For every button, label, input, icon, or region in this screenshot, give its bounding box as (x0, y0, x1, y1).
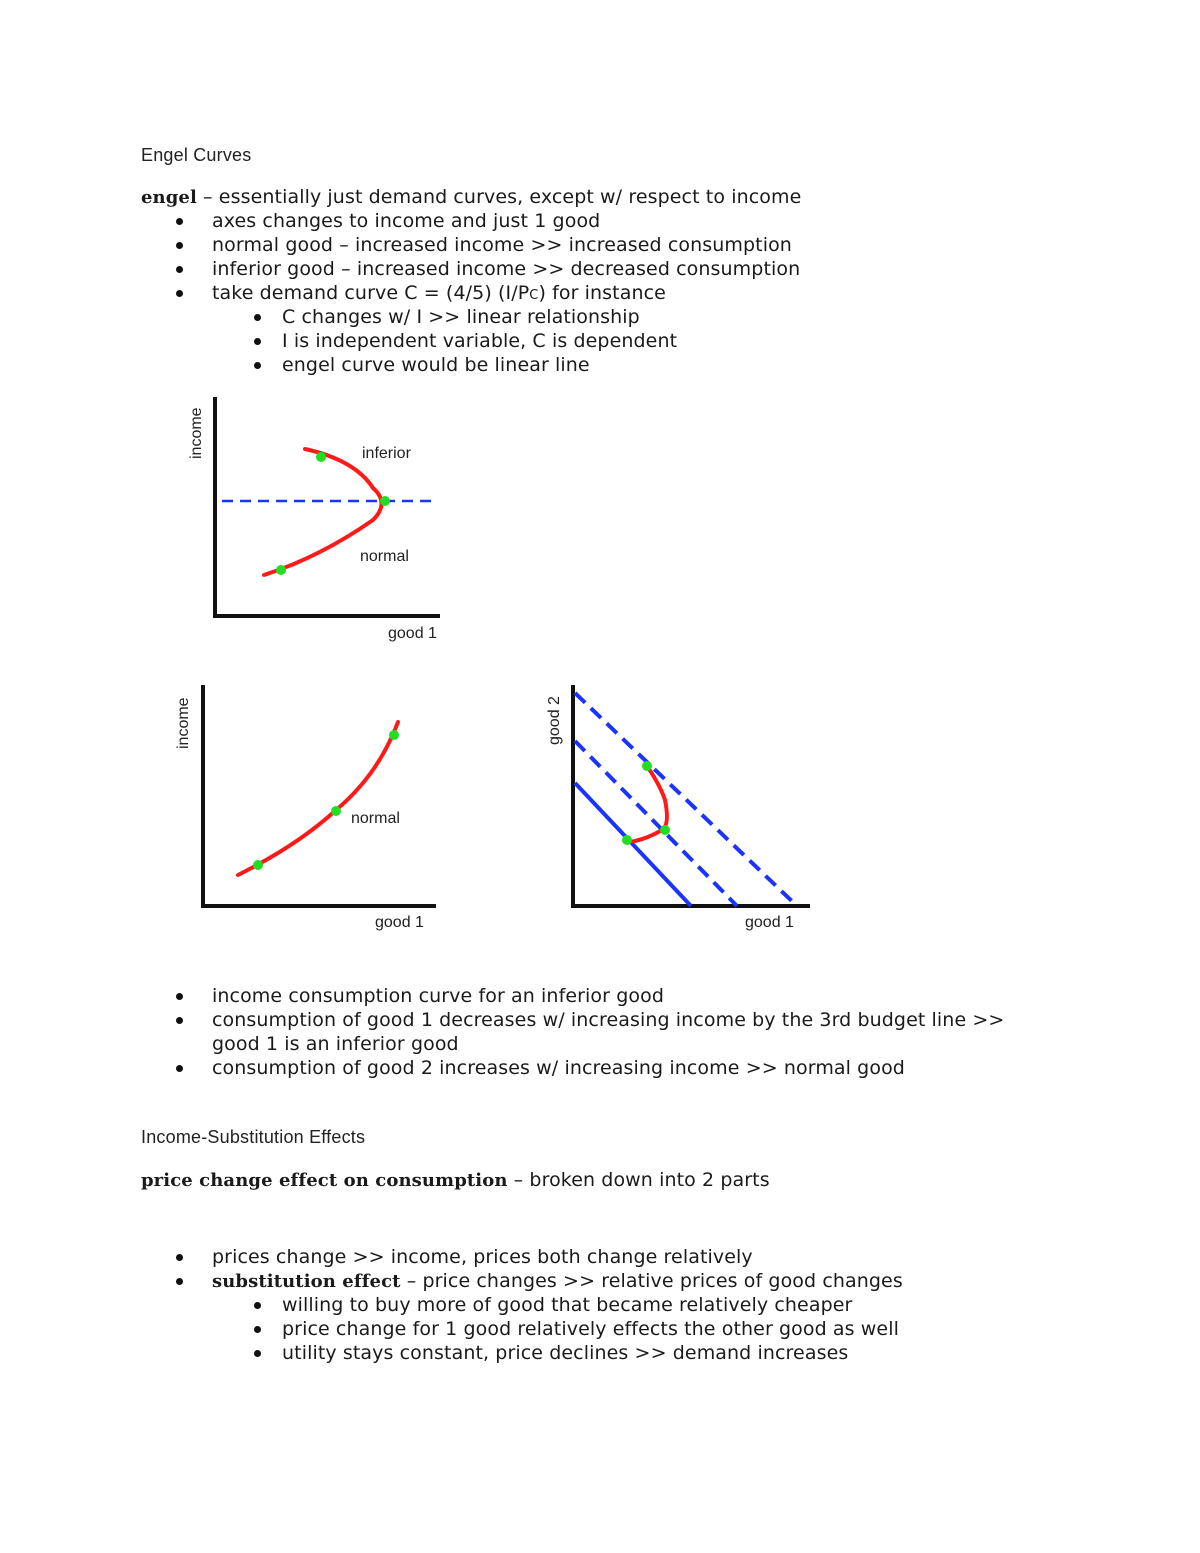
bullet-dot (176, 1278, 183, 1285)
curve-point (380, 496, 390, 506)
list-item: axes changes to income and just 1 good (212, 210, 601, 232)
list-item-demand-curve (212, 282, 666, 304)
bullet-dot (176, 266, 183, 273)
bullet-dot (176, 218, 183, 225)
bullet-dot (254, 1350, 261, 1357)
x-axis-label: good 1 (375, 914, 424, 931)
term-engel: engel (141, 187, 197, 208)
curve-point (642, 761, 652, 771)
bullet-dot (176, 993, 183, 1000)
engel-curve-normal-figure (168, 675, 448, 940)
term-price-change: price change effect on consumption (141, 1170, 508, 1191)
sub-list-item: willing to buy more of good that became relatively cheaper (282, 1294, 853, 1316)
budget-line-1 (575, 783, 691, 906)
x-axis-label: good 1 (388, 625, 437, 642)
bullet-dot (254, 362, 261, 369)
list-item: income consumption curve for an inferior good (212, 985, 664, 1007)
sub-list-item: utility stays constant, price declines >> demand increases (282, 1342, 849, 1364)
demand-prefix: take demand curve C = (4/5) (I/P (212, 282, 530, 304)
income-consumption-figure (540, 675, 820, 940)
sub-list-item: engel curve would be linear line (282, 354, 590, 376)
demand-suffix: ) for instance (538, 282, 666, 304)
curve-point (331, 806, 341, 816)
bullet-dot (254, 1326, 261, 1333)
bullet-dot (254, 314, 261, 321)
demand-subscript: C (529, 288, 539, 303)
substitution-effect-text: – price changes >> relative prices of good changes (400, 1270, 903, 1292)
list-item: normal good – increased income >> increased consumption (212, 234, 792, 256)
curve-point (316, 452, 326, 462)
label-normal: normal (360, 548, 409, 565)
bullet-dot (176, 1254, 183, 1261)
y-axis-label: income (175, 697, 192, 749)
curve-point (253, 860, 263, 870)
label-normal: normal (351, 810, 400, 827)
list-item: consumption of good 2 increases w/ increasing income >> normal good (212, 1057, 905, 1079)
list-item: inferior good – increased income >> decreased consumption (212, 258, 801, 280)
bullet-dot (254, 1302, 261, 1309)
curve-point (389, 730, 399, 740)
list-item-substitution-effect (212, 1270, 903, 1292)
sub-list-item: price change for 1 good relatively effects the other good as well (282, 1318, 899, 1340)
price-change-definition (141, 1169, 770, 1191)
bullet-dot (176, 290, 183, 297)
bullet-dot (176, 1017, 183, 1024)
sub-list-item: I is independent variable, C is dependent (282, 330, 678, 352)
list-item: prices change >> income, prices both change relatively (212, 1246, 753, 1268)
section-title-income-substitution: Income-Substitution Effects (141, 1127, 366, 1147)
curve-point (660, 825, 670, 835)
engel-curve (238, 722, 398, 875)
y-axis-label: income (188, 407, 205, 459)
section-title-engel-curves: Engel Curves (141, 145, 252, 165)
list-item-continued: good 1 is an inferior good (212, 1033, 459, 1055)
engel-definition-text: – essentially just demand curves, except w/ respect to income (196, 186, 802, 208)
bullet-dot (254, 338, 261, 345)
budget-line-3 (575, 693, 797, 906)
x-axis-label: good 1 (745, 914, 794, 931)
list-item: consumption of good 1 decreases w/ increasing income by the 3rd budget line >> (212, 1009, 1005, 1031)
term-substitution-effect: substitution effect (212, 1271, 401, 1292)
price-change-definition-text: – broken down into 2 parts (507, 1169, 770, 1191)
bullet-dot (176, 1065, 183, 1072)
engel-curve-inferior-figure (180, 385, 460, 650)
curve-point (622, 835, 632, 845)
engel-definition (141, 186, 801, 208)
curve-point (276, 565, 286, 575)
label-inferior: inferior (362, 445, 411, 462)
sub-list-item: C changes w/ I >> linear relationship (282, 306, 640, 328)
bullet-dot (176, 242, 183, 249)
y-axis-label: good 2 (546, 696, 563, 745)
